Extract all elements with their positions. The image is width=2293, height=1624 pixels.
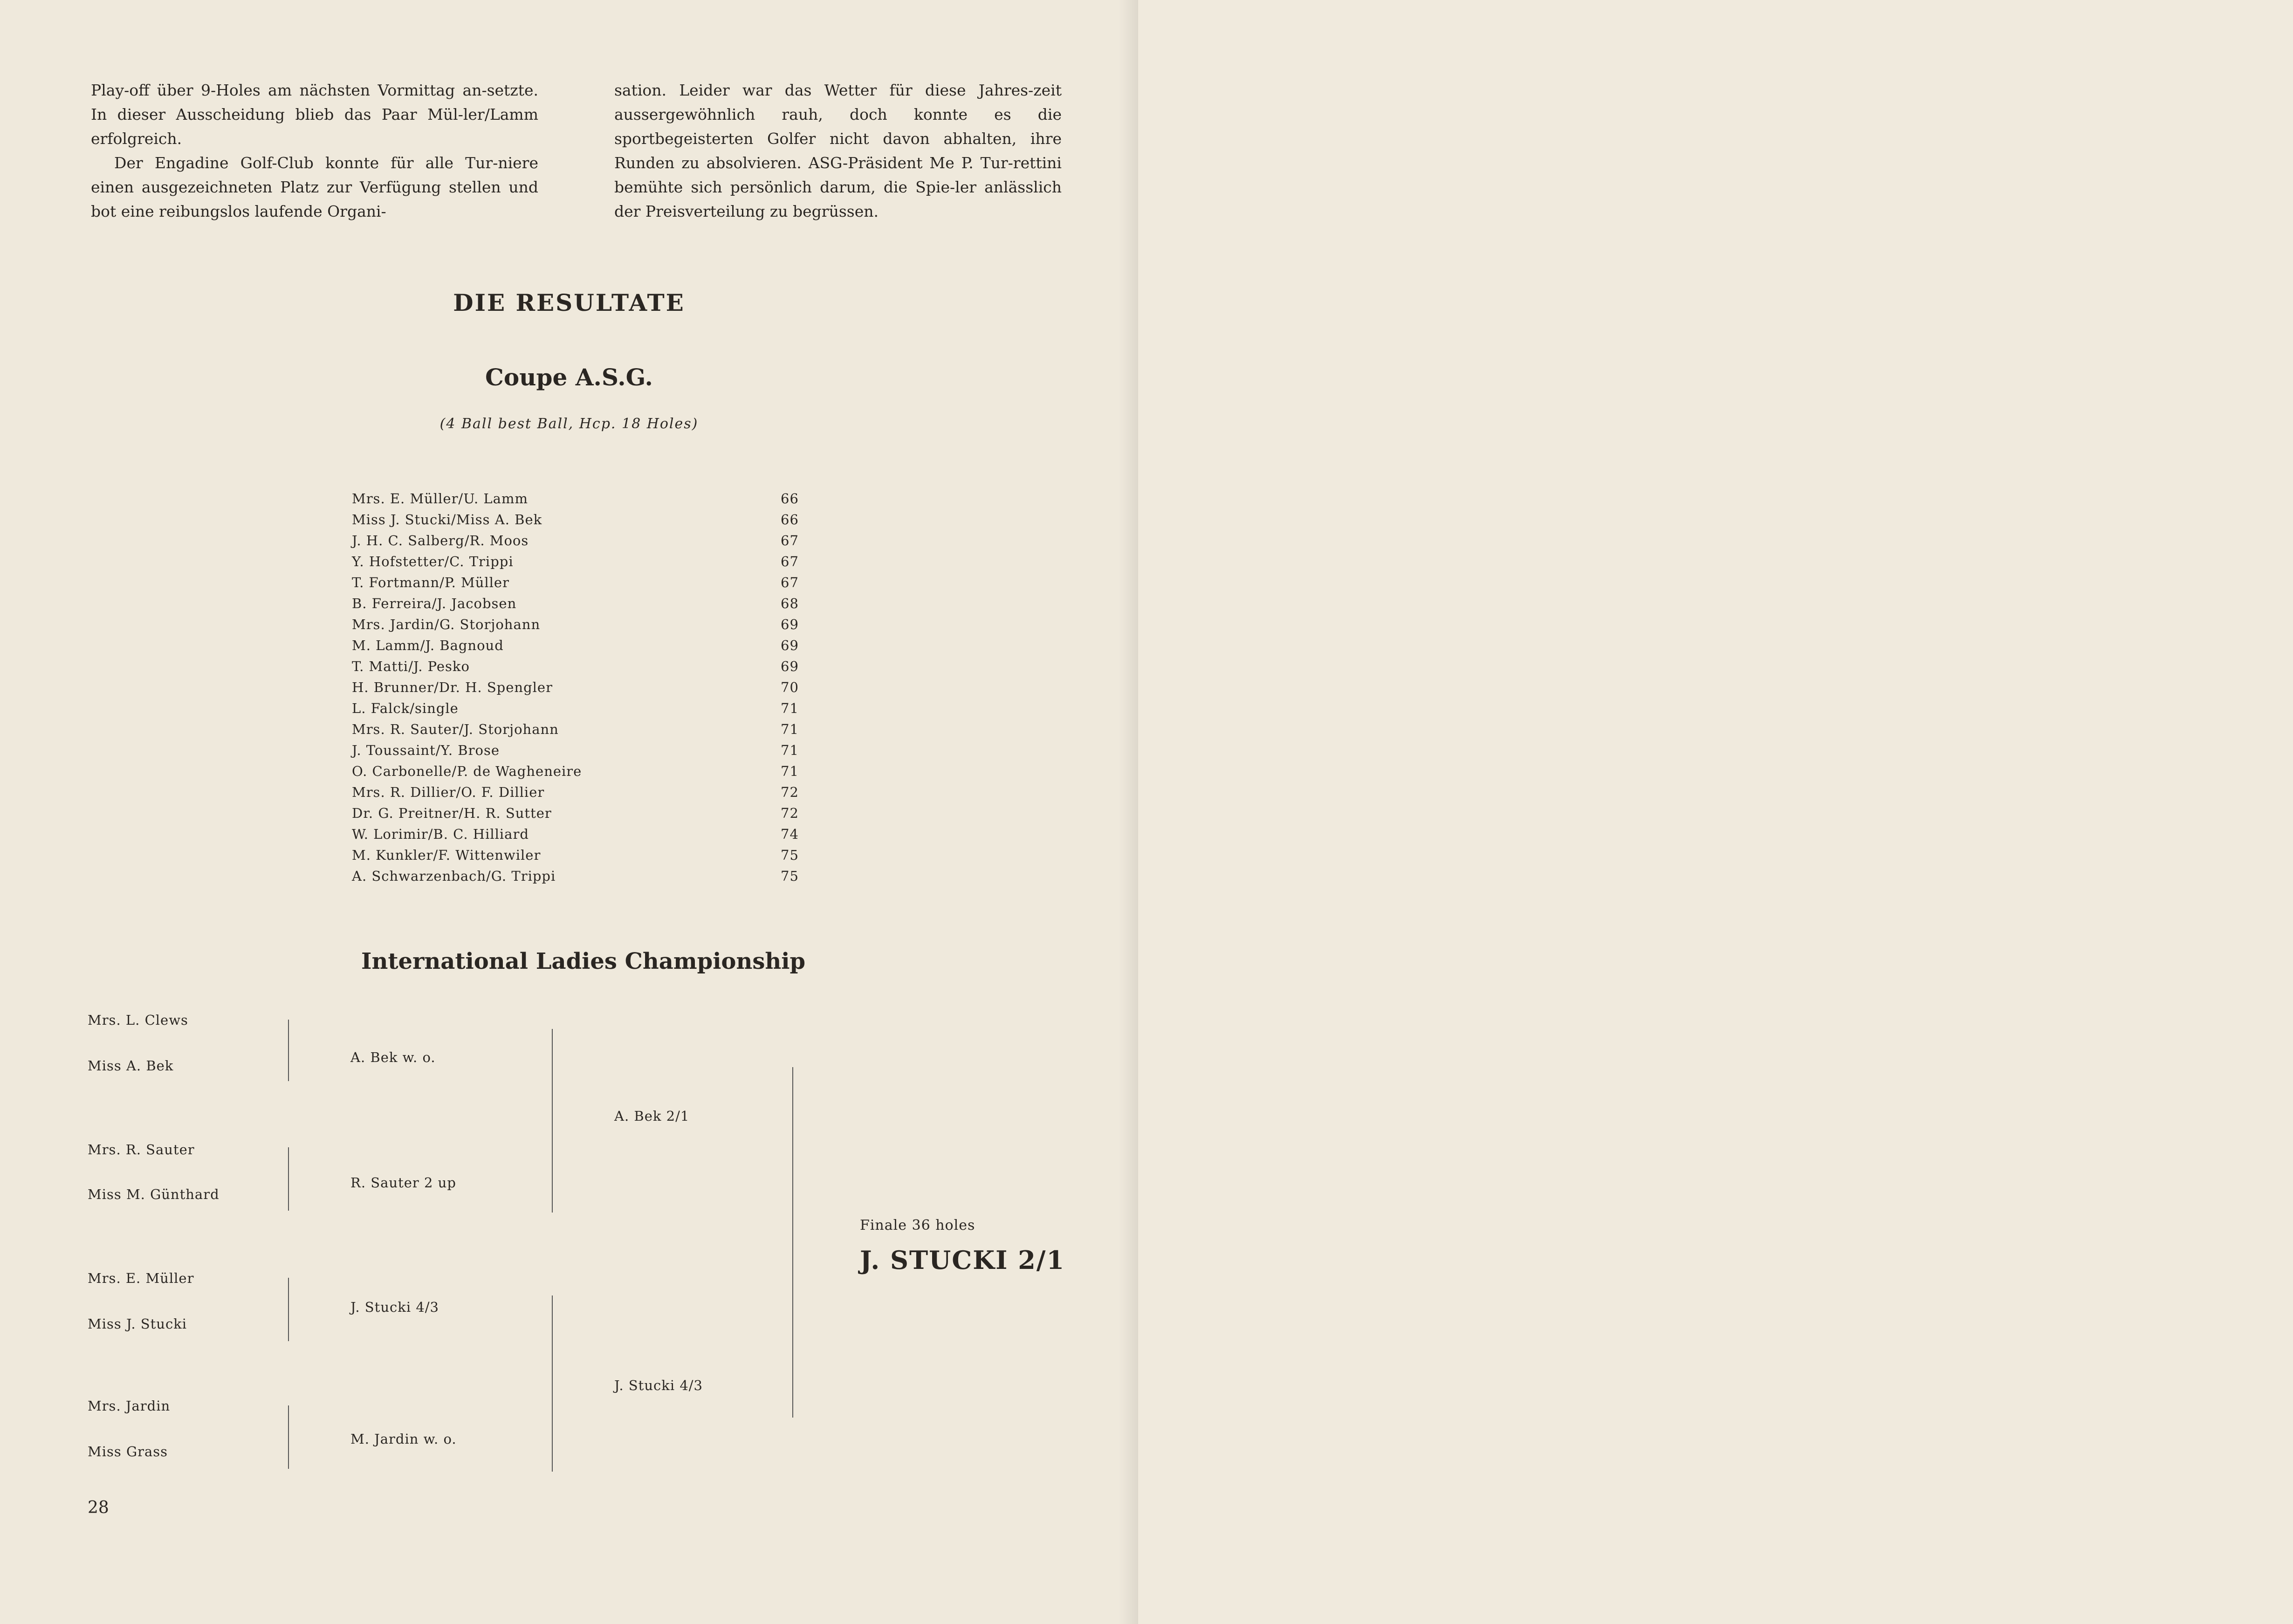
ladies-bracket — [0, 0, 1138, 1624]
round1-player: Mrs. E. Müller — [88, 1270, 194, 1286]
results-heading: DIE RESULTATE — [453, 289, 685, 316]
result-team: B. Ferreira/J. Jacobsen — [352, 596, 517, 611]
coupe-title: Coupe A.S.G. — [485, 363, 653, 391]
result-score: 68 — [781, 596, 799, 611]
round1-player: Miss M. Günthard — [88, 1186, 220, 1202]
final-result: J. STUCKI 2/1 — [860, 1245, 1065, 1275]
championship-bracket — [1138, 0, 2293, 1624]
bracket-line — [792, 1067, 793, 1418]
result-team: M. Kunkler/F. Wittenwiler — [352, 847, 541, 863]
intro-paragraph: Play-off über 9-Holes am nächsten Vormittag an-setzte. In dieser Ausscheidung blieb das Paar Mül-ler/Lamm erfolgreich. — [91, 81, 538, 148]
result-team: Mrs. Jardin/G. Storjohann — [352, 617, 541, 632]
page-number: 28 — [88, 1498, 109, 1517]
result-team: Dr. G. Preitner/H. R. Sutter — [352, 805, 552, 821]
result-team: J. H. C. Salberg/R. Moos — [352, 533, 529, 548]
result-score: 67 — [781, 575, 799, 590]
result-team: Mrs. R. Sauter/J. Storjohann — [352, 721, 559, 737]
result-score: 75 — [781, 847, 799, 863]
round2-result: M. Jardin w. o. — [350, 1431, 457, 1447]
result-score: 74 — [781, 826, 799, 842]
result-team: W. Lorimir/B. C. Hilliard — [352, 826, 529, 842]
ladies-title: International Ladies Championship — [361, 948, 806, 974]
result-score: 67 — [781, 554, 799, 569]
round2-result: A. Bek w. o. — [350, 1049, 436, 1065]
bracket-line — [288, 1278, 289, 1341]
round1-player: Mrs. L. Clews — [88, 1012, 188, 1028]
intro-paragraph: Der Engadine Golf-Club konnte für alle Tur-niere einen ausgezeichneten Platz zur Verfügung stellen und bot eine reibungslos laufende Organi- — [91, 154, 538, 220]
result-team: L. Falck/single — [352, 700, 459, 716]
result-team: O. Carbonelle/P. de Wagheneire — [352, 763, 582, 779]
result-team: T. Fortmann/P. Müller — [352, 575, 509, 590]
result-score: 69 — [781, 637, 799, 653]
round1-player: Mrs. R. Sauter — [88, 1142, 195, 1158]
bracket-line — [552, 1029, 553, 1213]
right-page — [1138, 0, 2293, 1624]
round2-result: R. Sauter 2 up — [350, 1175, 456, 1191]
result-team: A. Schwarzenbach/G. Trippi — [352, 868, 556, 884]
result-team: M. Lamm/J. Bagnoud — [352, 637, 504, 653]
result-score: 69 — [781, 658, 799, 674]
result-score: 66 — [781, 512, 799, 528]
round3-result: A. Bek 2/1 — [614, 1108, 690, 1124]
result-score: 71 — [781, 721, 799, 737]
bracket-line — [288, 1405, 289, 1469]
result-team: Y. Hofstetter/C. Trippi — [352, 554, 514, 569]
result-team: J. Toussaint/Y. Brose — [352, 742, 500, 758]
result-score: 70 — [781, 679, 799, 695]
intro-paragraph: sation. Leider war das Wetter für diese Jahres-zeit aussergewöhnlich rauh, doch konnte es die sportbegeisterten Golfer nicht davon abhalten, ihre Runden zu absolvieren. ASG-Präsident Me P. Tur-rettini bemühte sich persönlich darum, die Spie-ler anlässlich der Preisverteilung zu begrüssen. — [614, 81, 1062, 220]
result-score: 71 — [781, 742, 799, 758]
result-score: 72 — [781, 805, 799, 821]
result-team: Mrs. R. Dillier/O. F. Dillier — [352, 784, 545, 800]
round1-player: Mrs. Jardin — [88, 1398, 171, 1414]
result-score: 71 — [781, 700, 799, 716]
bracket-line — [552, 1295, 553, 1472]
result-score: 66 — [781, 491, 799, 507]
result-team: Miss J. Stucki/Miss A. Bek — [352, 512, 542, 528]
left-page — [0, 0, 1138, 1624]
result-team: H. Brunner/Dr. H. Spengler — [352, 679, 553, 695]
round3-result: J. Stucki 4/3 — [614, 1377, 703, 1393]
result-score: 69 — [781, 617, 799, 632]
round2-result: J. Stucki 4/3 — [350, 1299, 439, 1315]
round1-player: Miss J. Stucki — [88, 1316, 187, 1332]
round1-player: Miss Grass — [88, 1444, 168, 1460]
final-label: Finale 36 holes — [860, 1217, 975, 1233]
result-team: Mrs. E. Müller/U. Lamm — [352, 491, 528, 507]
coupe-subtitle: (4 Ball best Ball, Hcp. 18 Holes) — [439, 416, 699, 432]
result-team: T. Matti/J. Pesko — [352, 658, 470, 674]
bracket-line — [288, 1147, 289, 1211]
result-score: 75 — [781, 868, 799, 884]
result-score: 72 — [781, 784, 799, 800]
result-score: 67 — [781, 533, 799, 548]
bracket-line — [288, 1020, 289, 1081]
result-score: 71 — [781, 763, 799, 779]
round1-player: Miss A. Bek — [88, 1058, 174, 1074]
